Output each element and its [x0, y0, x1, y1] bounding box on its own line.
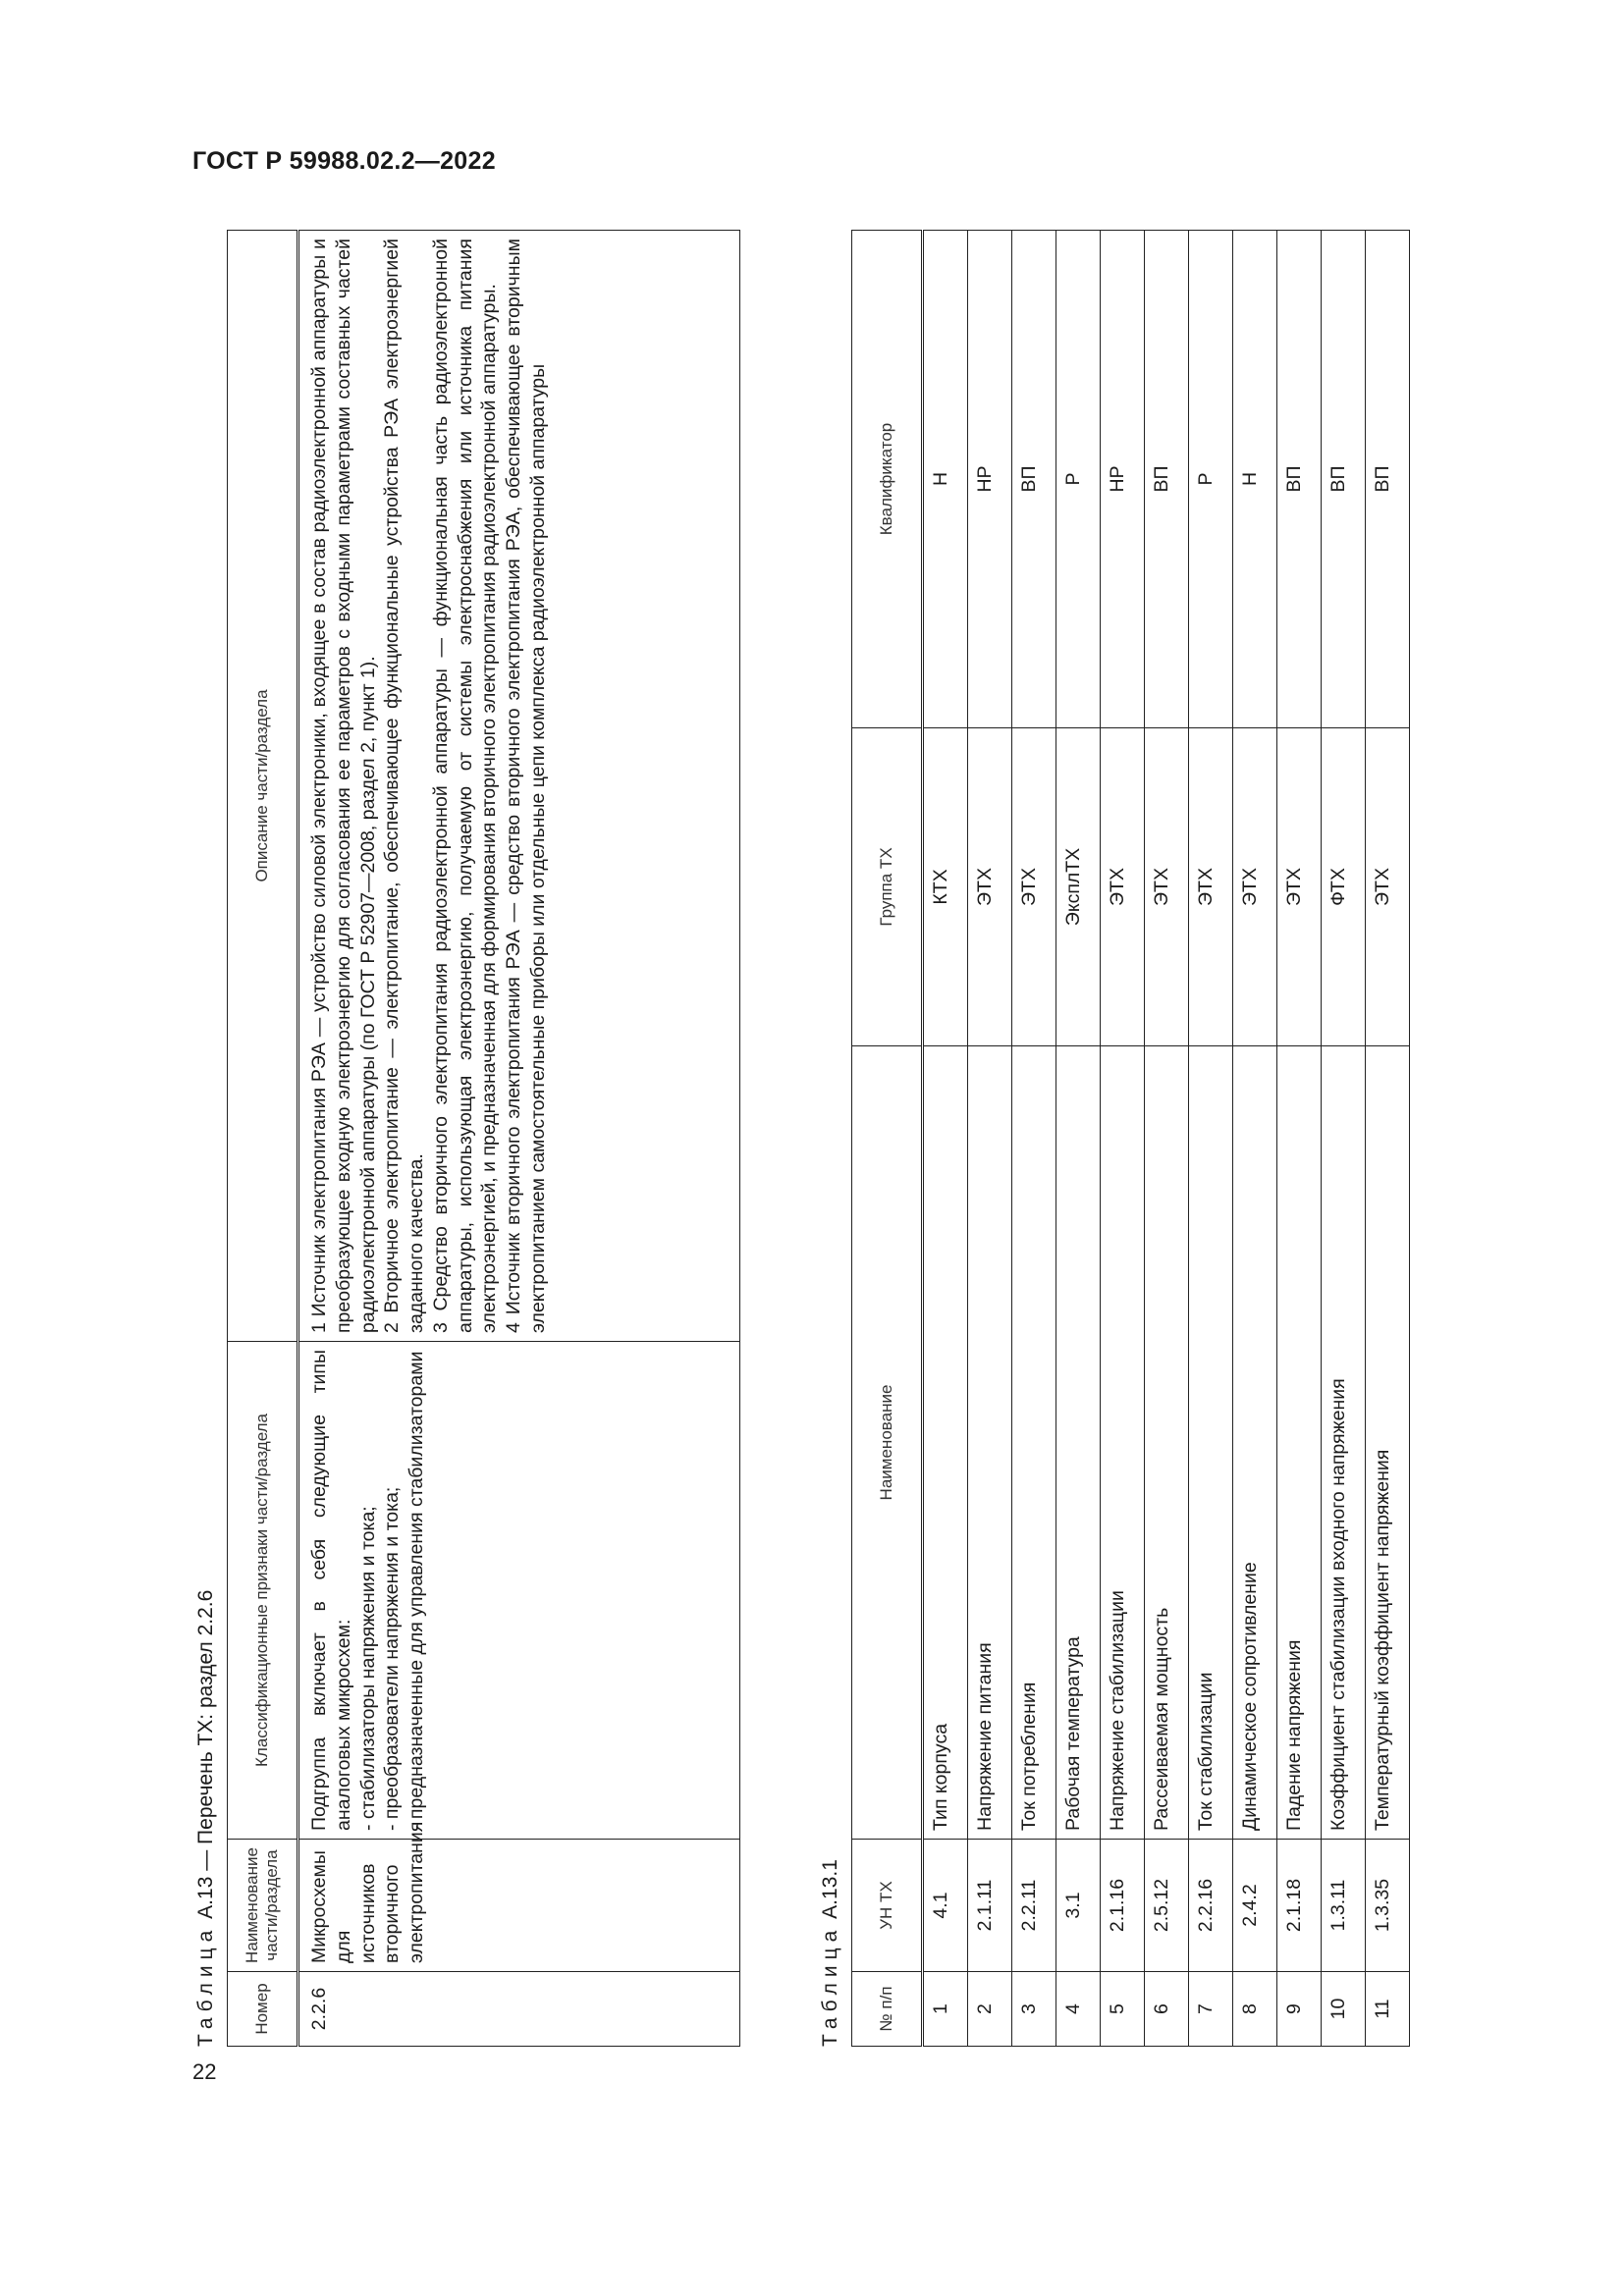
table2-caption-text: А.13.1 [819, 1859, 841, 1925]
features-line: - преобразователи напряжения и тока; [381, 1486, 404, 1831]
table1-caption [194, 1590, 218, 2047]
table2-header-name: Наименование [852, 1046, 923, 1840]
table-row [1366, 231, 1410, 2047]
row-index: 8 [1233, 1972, 1277, 2047]
description-paragraph: 2 Вторичное электропитание — электропитание, обеспечивающее функциональные устройства РЭА электроэнергией заданного качества. [381, 239, 427, 1333]
row-group: ЭТХ [968, 728, 1012, 1046]
row-group: ЭТХ [1012, 728, 1056, 1046]
table1-header-row [228, 231, 298, 2047]
row-name: Динамическое сопротивление [1233, 1046, 1277, 1840]
row-name: Коэффициент стабилизации входного напряжения [1322, 1046, 1366, 1840]
table-row [968, 231, 1012, 2047]
row-index: 7 [1189, 1972, 1233, 2047]
table1-caption-word: Таблица [194, 1924, 217, 2047]
row-name: Рабочая температура [1056, 1046, 1101, 1840]
row-group: КТХ [923, 728, 968, 1046]
row-qualifier: ВП [1322, 231, 1366, 728]
row-code: 1.3.35 [1366, 1840, 1410, 1972]
table-a13-1 [851, 230, 1410, 2047]
row-qualifier: НР [1101, 231, 1145, 728]
row-code: 2.4.2 [1233, 1840, 1277, 1972]
table-row [1277, 231, 1322, 2047]
table1-cell-number: 2.2.6 [298, 1972, 740, 2047]
table-row [923, 231, 968, 2047]
description-paragraph: 4 Источник вторичного электропитания РЭА — средство вторичного электропитания РЭА, обеспечивающее вторичным электропитанием самостоятельные приборы или отдельные цепи комплекса радиоэлектронной аппаратуры [503, 239, 549, 1333]
row-code: 2.2.11 [1012, 1840, 1056, 1972]
table1-header-number: Номер [228, 1972, 298, 2047]
row-code: 4.1 [923, 1840, 968, 1972]
row-index: 1 [923, 1972, 968, 2047]
table1-cell-description [298, 231, 740, 1342]
row-code: 2.1.18 [1277, 1840, 1322, 1972]
row-name: Тип корпуса [923, 1046, 968, 1840]
row-name: Напряжение питания [968, 1046, 1012, 1840]
row-group: ЭТХ [1277, 728, 1322, 1046]
table-row [1012, 231, 1056, 2047]
row-code: 1.3.11 [1322, 1840, 1366, 1972]
table1-header-name: Наименование части/раздела [228, 1840, 298, 1972]
rotated-content [192, 231, 1479, 2047]
row-qualifier: Н [923, 231, 968, 728]
row-qualifier: ВП [1012, 231, 1056, 728]
table-row [1101, 231, 1145, 2047]
row-group: ЭксплТХ [1056, 728, 1101, 1046]
row-qualifier: ВП [1145, 231, 1189, 728]
table2-header-index: № п/п [852, 1972, 923, 2047]
row-code: 2.2.16 [1189, 1840, 1233, 1972]
row-group: ЭТХ [1145, 728, 1189, 1046]
row-name: Напряжение стабилизации [1101, 1046, 1145, 1840]
table-a13 [227, 230, 740, 2047]
table-row [1145, 231, 1189, 2047]
table-row [1189, 231, 1233, 2047]
features-line: - стабилизаторы напряжения и тока; [356, 1506, 379, 1831]
row-name: Температурный коэффициент напряжения [1366, 1046, 1410, 1840]
table2-caption [819, 1859, 842, 2047]
row-index: 3 [1012, 1972, 1056, 2047]
table1-cell-features [298, 1342, 740, 1840]
features-line: Подгруппа включает в себя следующие типы аналоговых микросхем: [308, 1350, 354, 1831]
table-row [1056, 231, 1101, 2047]
row-group: ЭТХ [1233, 728, 1277, 1046]
row-index: 2 [968, 1972, 1012, 2047]
row-qualifier: Р [1056, 231, 1101, 728]
row-group: ФТХ [1322, 728, 1366, 1046]
description-paragraph: 3 Средство вторичного электропитания радиоэлектронной аппаратуры — функциональная часть радиоэлектронной аппаратуры, использующая электроэнергию, получаемую от системы электроснабжения или источника питания электроэнергией, и предназначенная для формирования вторичного электропитания радиоэлектронной аппаратуры. [429, 239, 501, 1333]
row-code: 2.5.12 [1145, 1840, 1189, 1972]
table1-header-features: Классификационные признаки части/раздела [228, 1342, 298, 1840]
document-header: ГОСТ Р 59988.02.2—2022 [192, 147, 496, 175]
row-qualifier: Р [1189, 231, 1233, 728]
table-row [1233, 231, 1277, 2047]
table2-caption-word: Таблица [819, 1924, 841, 2047]
row-name: Ток стабилизации [1189, 1046, 1233, 1840]
table2-header-qualifier: Квалификатор [852, 231, 923, 728]
row-group: ЭТХ [1366, 728, 1410, 1046]
table-row [1322, 231, 1366, 2047]
table2-header-group: Группа ТХ [852, 728, 923, 1046]
row-name: Ток потребления [1012, 1046, 1056, 1840]
description-paragraph: 1 Источник электропитания РЭА — устройство силовой электроники, входящее в состав радиоэлектронной аппаратуры и преобразующее входную электроэнергию для согласования ее параметров с входными параметрами составных частей радиоэлектронной аппаратуры (по ГОСТ Р 52907—2008, раздел 2, пункт 1). [308, 239, 379, 1333]
row-group: ЭТХ [1101, 728, 1145, 1046]
row-qualifier: ВП [1366, 231, 1410, 728]
row-index: 9 [1277, 1972, 1322, 2047]
features-line: - предназначенные для управления стабилизаторами [406, 1351, 427, 1831]
table2-header-row [852, 231, 923, 2047]
table1-header-description: Описание части/раздела [228, 231, 298, 1342]
row-index: 10 [1322, 1972, 1366, 2047]
row-code: 3.1 [1056, 1840, 1101, 1972]
row-qualifier: ВП [1277, 231, 1322, 728]
table1-caption-text: А.13 — Перечень ТХ: раздел 2.2.6 [194, 1589, 217, 1925]
row-index: 5 [1101, 1972, 1145, 2047]
row-qualifier: НР [968, 231, 1012, 728]
row-index: 4 [1056, 1972, 1101, 2047]
row-group: ЭТХ [1189, 728, 1233, 1046]
row-qualifier: Н [1233, 231, 1277, 728]
table1-row [298, 231, 740, 2047]
row-name: Рассеиваемая мощность [1145, 1046, 1189, 1840]
table1-cell-name: Микросхемы для источников вторичного электропитания [298, 1840, 740, 1972]
row-code: 2.1.11 [968, 1840, 1012, 1972]
table2-header-code: УН ТХ [852, 1840, 923, 1972]
page-number: 22 [192, 2059, 217, 2084]
row-name: Падение напряжения [1277, 1046, 1322, 1840]
row-code: 2.1.16 [1101, 1840, 1145, 1972]
row-index: 11 [1366, 1972, 1410, 2047]
row-index: 6 [1145, 1972, 1189, 2047]
